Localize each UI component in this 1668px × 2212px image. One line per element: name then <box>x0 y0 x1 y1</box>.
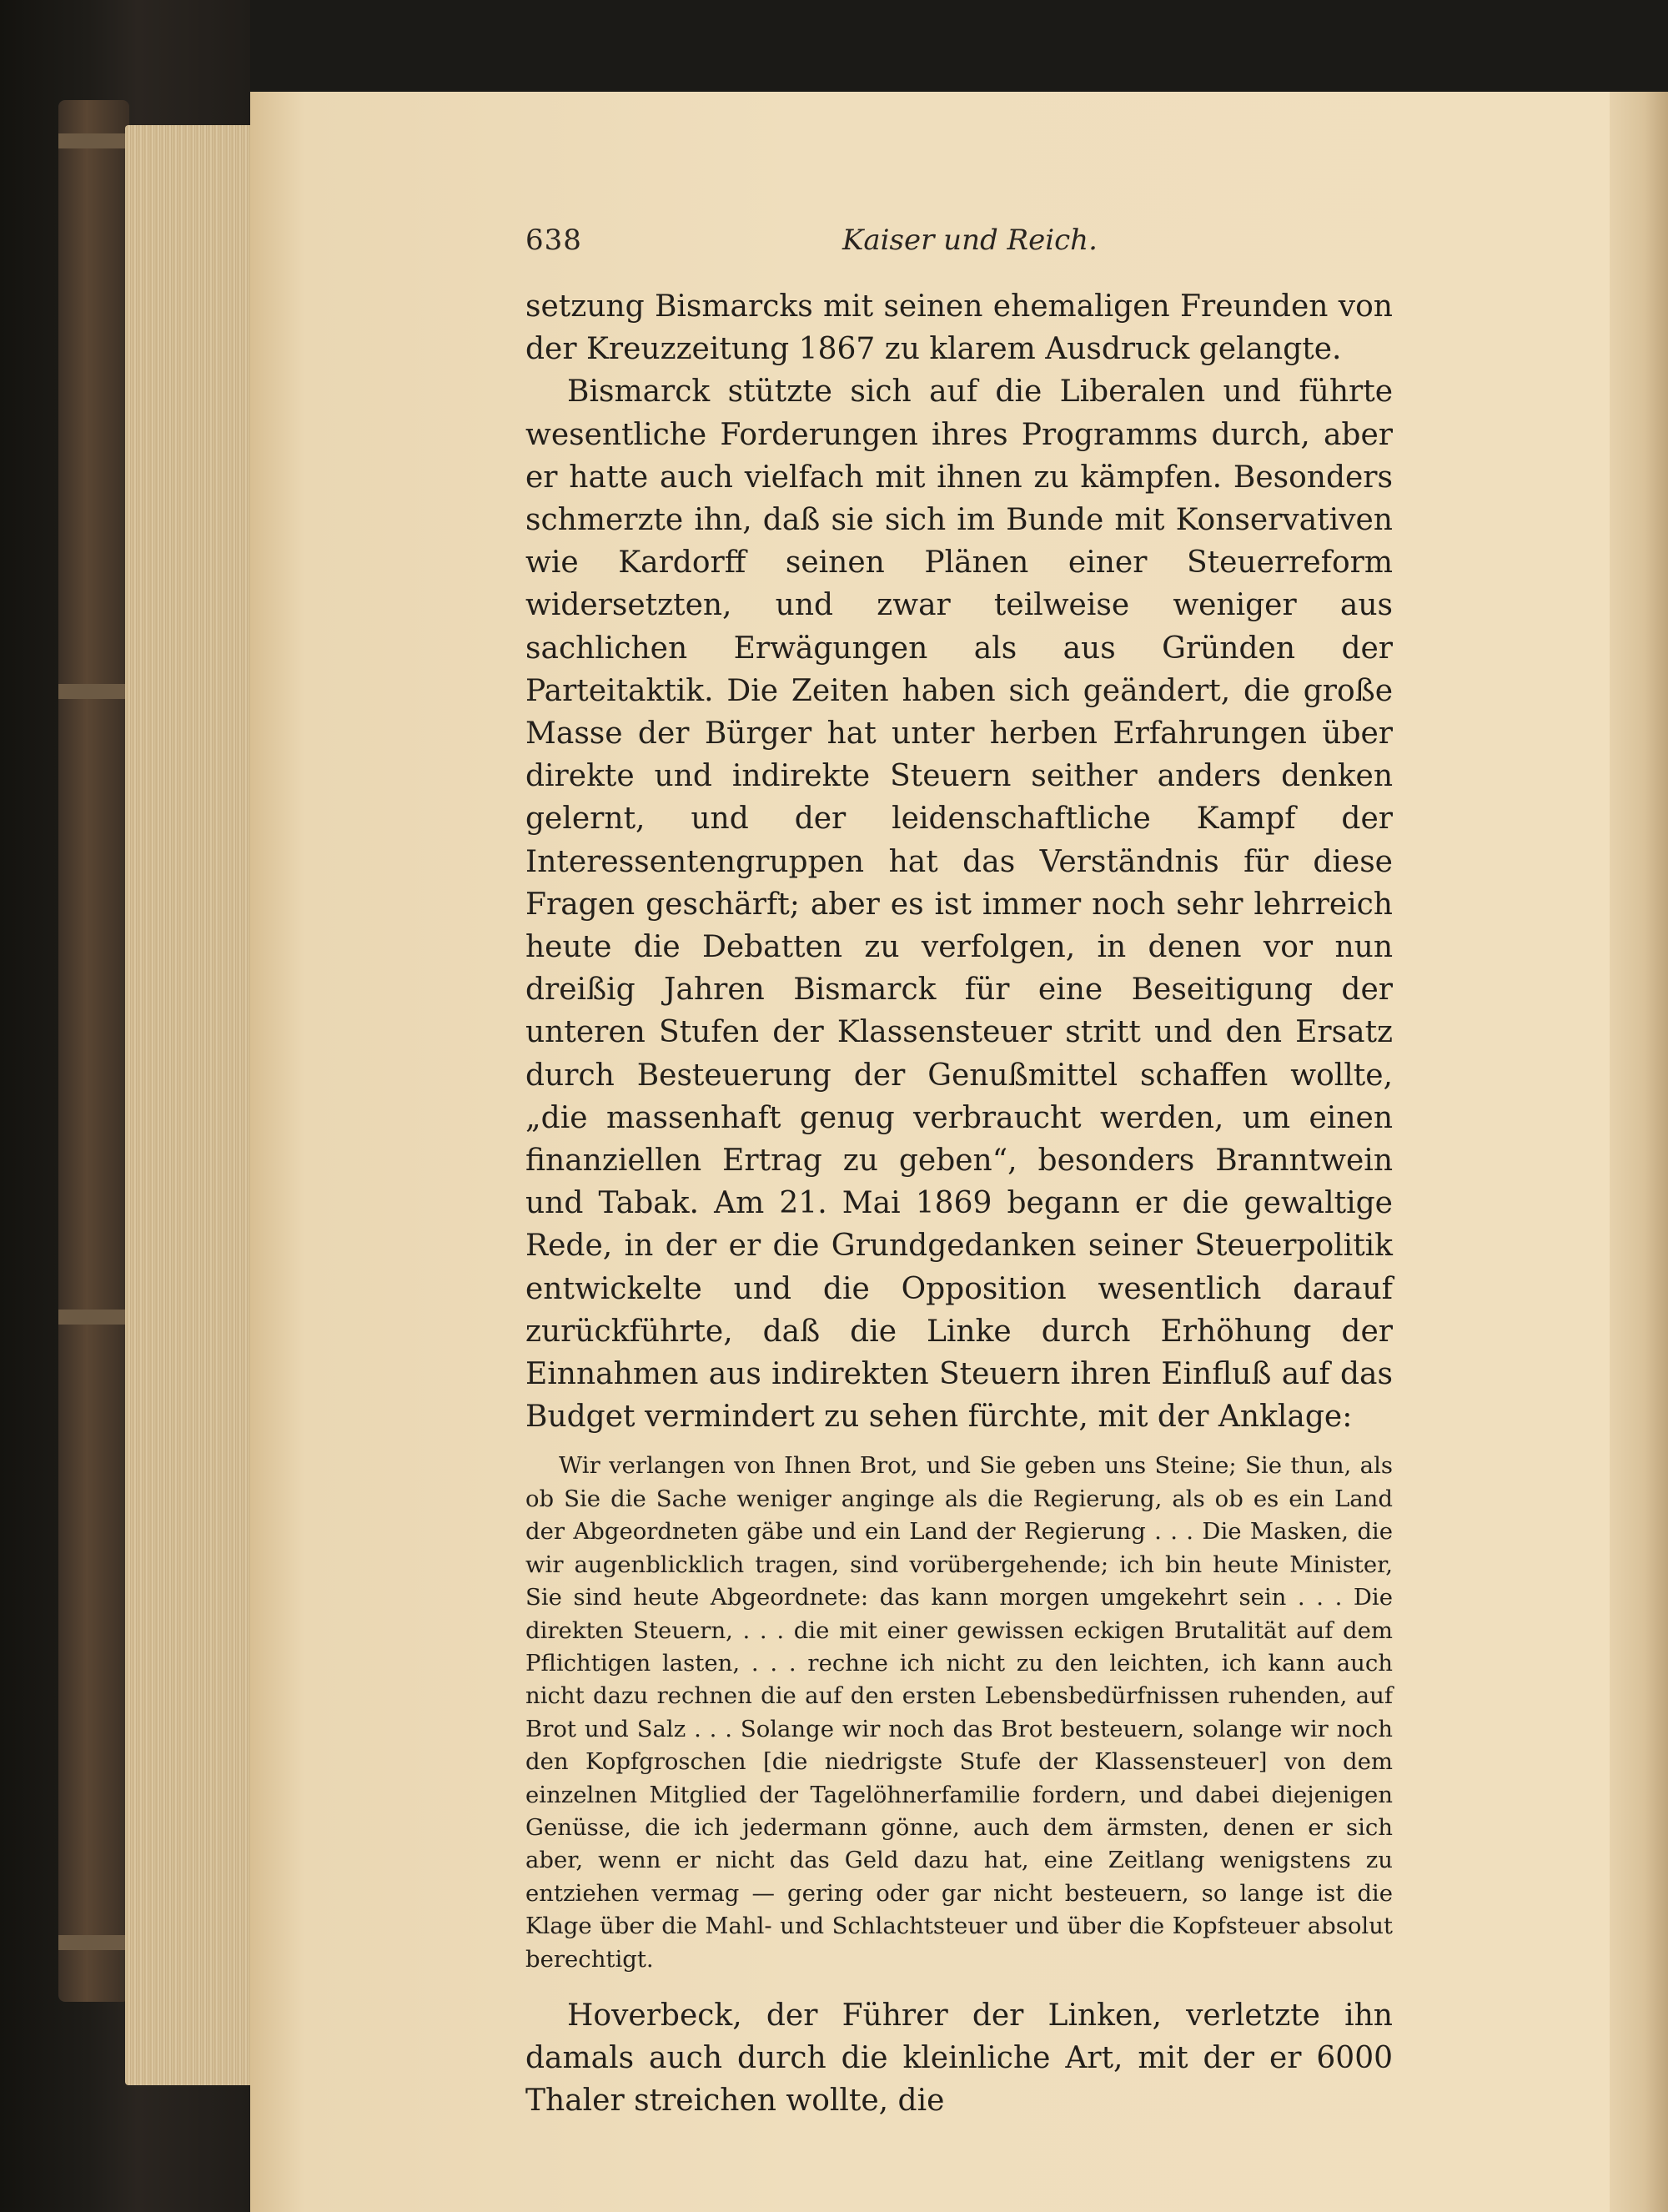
spine-band <box>58 1310 129 1325</box>
spine-band <box>58 1935 129 1950</box>
page-header <box>525 224 1393 265</box>
spine-band <box>58 684 129 699</box>
book-spine <box>58 100 129 2002</box>
paragraph-continued: setzung Bismarcks mit seinen ehemaligen Freunden von der Kreuzzeitung 1867 zu klarem Ausdruck gelangte. <box>525 289 1393 367</box>
page-body <box>525 285 1393 2123</box>
running-head: Kaiser und Reich. <box>842 224 1098 257</box>
page-number: 638 <box>525 224 582 257</box>
block-quote: Wir verlangen von Ihnen Brot, und Sie geben uns Steine; Sie thun, als ob Sie die Sache weniger anginge als die Regierung, als ob es ein Land der Abgeordneten gäbe und ein Land der Regierung . . . Die Masken, die wir augenblicklich tragen, sind vorübergehende; ich bin heute Minister, Sie sind heute Abgeordnete: das kann morgen umgekehrt sein . . . Die direkten Steuern, . . . die mit einer gewissen eckigen Brutalität auf dem Pflichtigen lasten, . . . rechne ich nicht zu den leichten, ich kann auch nicht dazu rechnen die auf den ersten Lebensbedürfnissen ruhenden, auf Brot und Salz . . . Solange wir noch das Brot besteuern, solange wir noch den Kopfgroschen [die niedrigste Stufe der Klassensteuer] von dem einzelnen Mitglied der Tagelöhnerfamilie fordern, und dabei diejenigen Genüsse, die ich jedermann gönne, auch dem ärmsten, denen er sich aber, wenn er nicht das Geld dazu hat, eine Zeitlang wenigstens zu entziehen vermag — gering oder gar nicht besteuern, so lange ist die Klage über die Mahl- und Schlachtsteuer und über die Kopfsteuer absolut berechtigt. <box>525 1452 1393 1973</box>
paragraph-main: Bismarck stützte sich auf die Liberalen und führte wesentliche Forderungen ihres Programms durch, aber er hatte auch vielfach mit ihnen zu kämpfen. Besonders schmerzte ihn, daß sie sich im Bunde mit Konservativen wie Kardorff seinen Plänen einer Steuerreform widersetzten, und zwar teilweise weniger aus sachlichen Erwägungen als aus Gründen der Parteitaktik. Die Zeiten haben sich geändert, die große Masse der Bürger hat unter herben Erfahrungen über direkte und indirekte Steuern seither anders denken gelernt, und der leidenschaftliche Kampf der Interessentengruppen hat das Verständnis für diese Fragen geschärft; aber es ist immer noch sehr lehrreich heute die Debatten zu verfolgen, in denen vor nun dreißig Jahren Bismarck für eine Beseitigung der unteren Stufen der Klassensteuer stritt und den Ersatz durch Besteuerung der Genußmittel schaffen wollte, „die massenhaft genug verbraucht werden, um einen finanziellen Ertrag zu geben“, besonders Branntwein und Tabak. Am 21. Mai 1869 begann er die gewaltige Rede, in der er die Grundgedanken seiner Steuerpolitik entwickelte und die Opposition wesentlich darauf zurückführte, daß die Linke durch Erhöhung der Einnahmen aus indirekten Steuern ihren Einfluß auf das Budget vermindert zu sehen fürchte, mit der Anklage: <box>525 375 1393 1435</box>
spine-band <box>58 133 129 148</box>
page-stack-edge <box>125 125 259 2085</box>
page-right-edge <box>1610 92 1668 2212</box>
paragraph-next: Hoverbeck, der Führer der Linken, verletzte ihn damals auch durch die kleinliche Art, mit der er 6000 Thaler streichen wollte, die <box>525 1998 1393 2119</box>
